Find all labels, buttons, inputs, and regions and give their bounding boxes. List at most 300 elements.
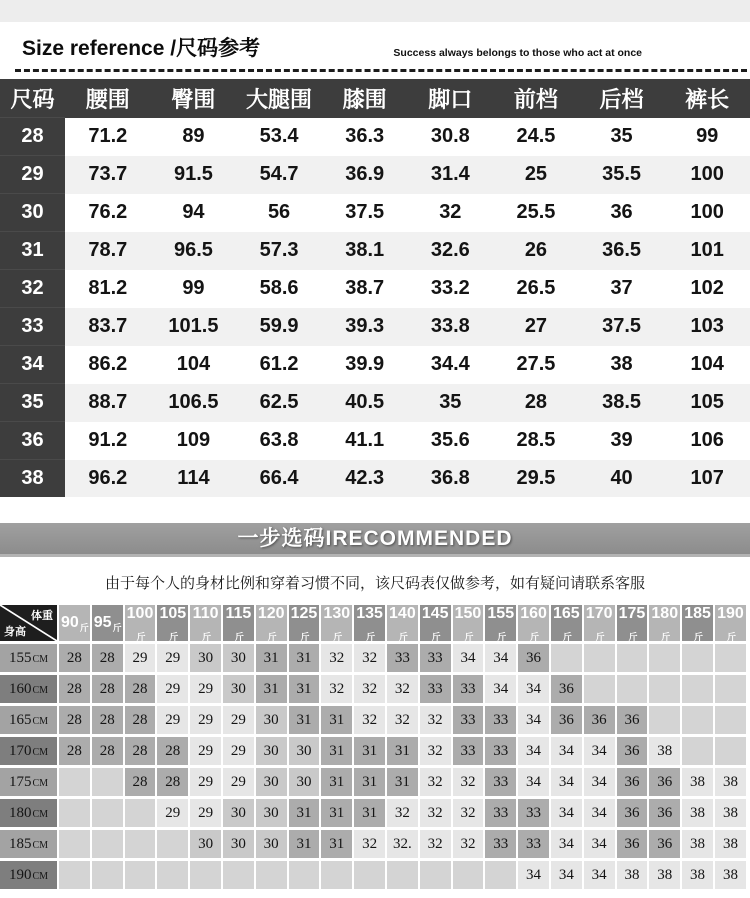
size-reference-table: [0, 79, 750, 497]
empty-cell: [59, 830, 90, 858]
measurement-cell: 25.5: [516, 201, 556, 223]
measurement-cell: 39.3: [345, 315, 385, 337]
height-unit: CM: [32, 777, 49, 789]
empty-cell: [289, 861, 320, 889]
empty-cell: [59, 768, 90, 796]
measurement-cell: 27: [524, 315, 548, 337]
weight-unit: 斤: [136, 632, 146, 641]
measurement-cell: 34.4: [430, 353, 470, 375]
recommended-size-cell: 31: [321, 706, 352, 734]
recommended-size-cell: 32: [387, 675, 418, 703]
recommended-size-cell: 33: [485, 768, 516, 796]
measurement-cell: 28.5: [516, 429, 556, 451]
measurement-cell: 104: [690, 353, 724, 375]
empty-cell: [157, 830, 188, 858]
recommended-size-cell: 30: [256, 830, 287, 858]
size-table-row: [0, 270, 750, 308]
recommended-size-cell: 31: [354, 799, 385, 827]
weight-value: 95: [93, 614, 112, 631]
empty-cell: [354, 861, 385, 889]
empty-cell: [715, 706, 746, 734]
page-title-cn: /尺码参考: [170, 37, 261, 60]
empty-cell: [453, 861, 484, 889]
size-table-row: [0, 422, 750, 460]
size-table-column-header: 臀围: [151, 79, 237, 118]
weight-column-header: [321, 605, 352, 641]
weight-column-header: [420, 605, 451, 641]
empty-cell: [92, 768, 123, 796]
recommended-size-cell: 36: [551, 675, 582, 703]
weight-unit: 斤: [79, 623, 89, 633]
weight-column-header: [354, 605, 385, 641]
weight-column-header: [485, 605, 516, 641]
weight-unit: 斤: [628, 632, 638, 641]
recommended-size-cell: 33: [485, 799, 516, 827]
measurement-cell: 91.2: [88, 429, 128, 451]
size-value-cell: 28: [0, 118, 65, 156]
measurement-cell: 114: [177, 466, 210, 489]
corner-height-label: 身高: [4, 626, 26, 638]
weight-value: 130: [323, 605, 351, 622]
recommended-size-cell: 33: [453, 737, 484, 765]
recommended-size-cell: 32: [354, 675, 385, 703]
weight-column-header: [551, 605, 582, 641]
height-row-label: [0, 799, 57, 827]
size-table-row: [0, 232, 750, 270]
recommended-size-cell: 32: [387, 706, 418, 734]
measurement-cell: 35: [439, 391, 462, 413]
measurement-cell: 41.1: [345, 429, 385, 451]
recommended-size-cell: 29: [157, 644, 188, 672]
size-value-cell: 33: [0, 308, 65, 346]
measurement-cell: 99: [182, 277, 205, 299]
recommended-size-cell: 32: [420, 737, 451, 765]
recommended-size-cell: 33: [453, 675, 484, 703]
weight-value: 105: [159, 605, 187, 622]
height-row-label: [0, 737, 57, 765]
recommended-size-cell: 31: [321, 737, 352, 765]
recommended-size-cell: 29: [223, 768, 254, 796]
measurement-cell: 61.2: [259, 353, 299, 375]
measurement-cell: 56: [267, 201, 291, 223]
recommendation-row: [0, 737, 746, 765]
measurement-cell: 37.5: [602, 315, 642, 337]
measurement-cell: 36.9: [345, 163, 385, 185]
weight-unit: 斤: [169, 632, 179, 641]
recommended-size-cell: 32: [453, 768, 484, 796]
recommended-size-cell: 38: [715, 830, 746, 858]
recommended-size-cell: 34: [551, 830, 582, 858]
recommended-size-cell: 33: [518, 799, 549, 827]
recommended-size-cell: 28: [125, 675, 156, 703]
recommended-size-cell: 33: [485, 706, 516, 734]
recommendation-row: [0, 799, 746, 827]
measurement-cell: 26.5: [516, 277, 556, 299]
weight-unit: 斤: [202, 632, 212, 641]
weight-value: 140: [389, 605, 416, 622]
recommended-size-cell: 33: [485, 830, 516, 858]
size-value-cell: 38: [0, 460, 65, 498]
height-unit: CM: [32, 684, 49, 696]
measurement-cell: 81.2: [88, 277, 128, 299]
size-table-column-header: 后档: [579, 79, 665, 118]
dashed-divider: [15, 69, 747, 72]
height-unit: CM: [32, 653, 49, 665]
size-table-row: [0, 384, 750, 422]
recommended-size-cell: 38: [715, 861, 746, 889]
weight-value: 165: [553, 605, 580, 622]
recommended-size-cell: 38: [617, 861, 648, 889]
empty-cell: [682, 675, 713, 703]
measurement-cell: 71.2: [88, 125, 128, 147]
measurement-cell: 86.2: [88, 353, 128, 375]
measurement-cell: 40.5: [345, 391, 385, 413]
recommended-size-cell: 31: [321, 799, 352, 827]
recommended-size-cell: 32.: [387, 830, 418, 858]
recommended-size-cell: 29: [157, 675, 188, 703]
measurement-cell: 107: [690, 466, 724, 489]
size-table-header: [0, 79, 750, 118]
recommended-size-cell: 29: [223, 737, 254, 765]
measurement-cell: 38.7: [345, 277, 385, 299]
recommended-size-cell: 31: [354, 768, 385, 796]
recommended-size-cell: 28: [92, 737, 123, 765]
recommended-size-cell: 34: [485, 675, 516, 703]
recommended-size-cell: 31: [354, 737, 385, 765]
size-table-column-header: 腰围: [65, 79, 151, 118]
recommended-size-cell: 33: [420, 644, 451, 672]
empty-cell: [59, 861, 90, 889]
height-row-label: [0, 830, 57, 858]
empty-cell: [125, 861, 156, 889]
recommended-size-cell: 29: [190, 768, 221, 796]
recommendation-row: [0, 830, 746, 858]
empty-cell: [649, 675, 680, 703]
measurement-cell: 96.2: [88, 466, 128, 489]
recommended-size-cell: 31: [289, 799, 320, 827]
disclaimer-note: 由于每个人的身材比例和穿着习惯不同，该尺码表仅做参考，如有疑问请联系客服: [104, 575, 645, 592]
size-value-cell: 36: [0, 422, 65, 460]
recommended-size-cell: 33: [453, 706, 484, 734]
measurement-cell: 28: [524, 391, 548, 413]
size-value-cell: 29: [0, 156, 65, 194]
size-table-column-header: 脚口: [408, 79, 494, 118]
empty-cell: [682, 644, 713, 672]
recommended-size-cell: 29: [190, 675, 221, 703]
measurement-cell: 35.6: [430, 429, 470, 451]
recommended-size-cell: 30: [256, 799, 287, 827]
empty-cell: [125, 830, 156, 858]
measurement-cell: 37.5: [345, 201, 385, 223]
size-table-row: [0, 156, 750, 194]
empty-cell: [682, 737, 713, 765]
recommended-size-cell: 34: [518, 861, 549, 889]
measurement-cell: 96.5: [173, 239, 213, 261]
empty-cell: [715, 644, 746, 672]
empty-cell: [617, 644, 648, 672]
weight-value: 135: [356, 605, 383, 622]
recommended-size-cell: 36: [617, 830, 648, 858]
recommended-size-cell: 32: [453, 830, 484, 858]
measurement-cell: 54.7: [259, 163, 299, 185]
recommended-size-cell: 30: [223, 799, 254, 827]
height-value: 155: [8, 649, 32, 666]
weight-unit: 斤: [398, 632, 408, 641]
recommended-size-cell: 32: [354, 830, 385, 858]
measurement-cell: 57.3: [259, 239, 299, 261]
recommended-size-cell: 30: [190, 644, 221, 672]
empty-cell: [125, 799, 156, 827]
recommended-size-cell: 31: [321, 830, 352, 858]
recommended-size-cell: 38: [649, 861, 680, 889]
weight-column-header: [92, 605, 123, 641]
weight-value: 110: [192, 605, 219, 622]
height-row-label: [0, 675, 57, 703]
measurement-cell: 62.5: [259, 391, 299, 413]
weight-unit: 斤: [530, 632, 540, 641]
weight-column-header: [453, 605, 484, 641]
measurement-cell: 29.5: [516, 466, 556, 489]
recommended-size-cell: 31: [256, 644, 287, 672]
weight-unit: 斤: [726, 632, 736, 641]
empty-cell: [584, 644, 615, 672]
weight-column-header: [223, 605, 254, 641]
size-table-column-header: 尺码: [0, 79, 65, 118]
measurement-cell: 42.3: [345, 466, 385, 489]
weight-unit: 斤: [661, 632, 671, 641]
recommended-size-cell: 36: [617, 799, 648, 827]
recommended-size-cell: 31: [289, 706, 320, 734]
recommended-size-cell: 30: [223, 675, 254, 703]
weight-value: 175: [618, 605, 646, 622]
measurement-cell: 26: [524, 239, 548, 261]
weight-value: 180: [651, 605, 679, 622]
recommended-size-cell: 29: [223, 706, 254, 734]
size-value-cell: 32: [0, 270, 65, 308]
measurement-cell: 32: [439, 201, 462, 223]
measurement-cell: 109: [176, 429, 211, 451]
recommended-size-cell: 32: [453, 799, 484, 827]
recommended-size-cell: 32: [420, 768, 451, 796]
weight-unit: 斤: [694, 632, 704, 641]
weight-unit: 斤: [300, 632, 310, 641]
measurement-cell: 94: [182, 201, 205, 223]
recommended-size-cell: 31: [289, 644, 320, 672]
height-unit: CM: [32, 839, 49, 851]
recommended-size-cell: 38: [682, 830, 713, 858]
size-value-cell: 30: [0, 194, 65, 232]
recommended-size-cell: 36: [649, 799, 680, 827]
weight-unit: 斤: [333, 632, 343, 641]
size-table-row: [0, 346, 750, 384]
measurement-cell: 38: [610, 353, 633, 375]
measurement-cell: 38.5: [602, 391, 642, 413]
recommended-size-cell: 38: [682, 861, 713, 889]
size-table-row: [0, 118, 750, 156]
recommended-size-cell: 30: [289, 768, 320, 796]
empty-cell: [649, 644, 680, 672]
empty-cell: [92, 830, 123, 858]
recommended-size-cell: 33: [518, 830, 549, 858]
recommended-size-cell: 34: [584, 830, 615, 858]
measurement-cell: 63.8: [259, 429, 299, 451]
recommended-size-cell: 34: [584, 799, 615, 827]
measurement-cell: 83.7: [88, 315, 128, 337]
recommended-size-cell: 30: [190, 830, 221, 858]
recommended-size-cell: 36: [649, 768, 680, 796]
measurement-cell: 36: [610, 201, 633, 223]
weight-unit: 斤: [431, 632, 441, 641]
empty-cell: [649, 706, 680, 734]
recommended-banner: 一步选码IRECOMMENDED: [0, 523, 750, 557]
recommended-size-cell: 36: [518, 644, 549, 672]
measurement-cell: 40: [610, 466, 633, 489]
empty-cell: [256, 861, 287, 889]
recommended-size-cell: 36: [584, 706, 615, 734]
weight-column-header: [387, 605, 418, 641]
recommended-size-cell: 33: [420, 675, 451, 703]
size-table-row: [0, 308, 750, 346]
recommended-size-cell: 34: [551, 861, 582, 889]
height-unit: CM: [32, 746, 49, 758]
recommended-size-cell: 38: [715, 799, 746, 827]
weight-unit: 斤: [595, 632, 605, 641]
weight-value: 145: [421, 605, 449, 622]
weight-column-header: [584, 605, 615, 641]
measurement-cell: 32.6: [430, 239, 470, 261]
measurement-cell: 27.5: [516, 353, 556, 375]
recommended-size-cell: 31: [387, 768, 418, 796]
recommended-size-cell: 34: [551, 737, 582, 765]
recommended-size-cell: 28: [59, 644, 90, 672]
measurement-cell: 89: [182, 125, 205, 147]
recommended-size-cell: 31: [321, 768, 352, 796]
recommended-size-cell: 38: [649, 737, 680, 765]
measurement-cell: 102: [690, 277, 724, 299]
empty-cell: [420, 861, 451, 889]
size-table-body: [0, 118, 750, 498]
top-gray-strip: [0, 0, 750, 22]
recommended-size-cell: 28: [92, 675, 123, 703]
recommended-size-cell: 28: [59, 706, 90, 734]
empty-cell: [59, 799, 90, 827]
recommended-size-cell: 30: [256, 737, 287, 765]
recommended-size-cell: 36: [617, 768, 648, 796]
slogan-text: Success always belongs to those who act at once: [393, 47, 642, 59]
weight-column-header: [289, 605, 320, 641]
measurement-cell: 100: [690, 201, 724, 223]
recommended-size-cell: 29: [125, 644, 156, 672]
recommendation-row: [0, 706, 746, 734]
measurement-cell: 35: [610, 125, 633, 147]
recommended-size-cell: 34: [584, 768, 615, 796]
recommended-size-cell: 36: [617, 706, 648, 734]
weight-unit: 斤: [464, 632, 474, 641]
recommended-size-cell: 32: [420, 799, 451, 827]
weight-unit: 斤: [562, 632, 572, 641]
weight-unit: 斤: [497, 632, 507, 641]
empty-cell: [321, 861, 352, 889]
measurement-cell: 30.8: [430, 125, 470, 147]
weight-value: 100: [126, 605, 154, 622]
height-value: 170: [8, 742, 32, 759]
empty-cell: [190, 861, 221, 889]
recommended-size-cell: 34: [518, 737, 549, 765]
recommended-size-cell: 32: [354, 706, 385, 734]
recommended-size-cell: 28: [59, 675, 90, 703]
recommended-size-cell: 28: [125, 706, 156, 734]
empty-cell: [617, 675, 648, 703]
measurement-cell: 24.5: [516, 125, 556, 147]
height-value: 175: [8, 773, 32, 790]
recommended-size-cell: 36: [551, 706, 582, 734]
measurement-cell: 100: [690, 163, 724, 185]
measurement-cell: 25: [524, 163, 548, 185]
measurement-cell: 33.8: [430, 315, 470, 337]
size-value-cell: 35: [0, 384, 65, 422]
size-table-column-header: 大腿围: [236, 79, 322, 118]
weight-value: 90: [60, 614, 79, 631]
weight-column-header: [715, 605, 746, 641]
recommended-size-cell: 34: [453, 644, 484, 672]
height-value: 165: [8, 711, 32, 728]
height-unit: CM: [32, 715, 49, 727]
size-recommendation-table: [0, 602, 748, 892]
measurement-cell: 36.3: [345, 125, 385, 147]
size-table-row: [0, 460, 750, 498]
recommendation-row: [0, 644, 746, 672]
recommended-size-cell: 29: [190, 706, 221, 734]
measurement-cell: 39: [610, 429, 633, 451]
empty-cell: [387, 861, 418, 889]
recommended-size-cell: 28: [157, 737, 188, 765]
empty-cell: [584, 675, 615, 703]
recommended-size-cell: 34: [551, 768, 582, 796]
height-value: 185: [8, 835, 32, 852]
height-row-label: [0, 706, 57, 734]
weight-unit: 斤: [267, 632, 277, 641]
measurement-cell: 73.7: [88, 163, 128, 185]
weight-column-header: [649, 605, 680, 641]
recommended-size-cell: 28: [59, 737, 90, 765]
weight-column-header: [157, 605, 188, 641]
weight-column-header: [59, 605, 90, 641]
measurement-cell: 33.2: [430, 277, 470, 299]
weight-column-header: [125, 605, 156, 641]
height-unit: CM: [32, 870, 49, 882]
recommended-size-cell: 38: [715, 768, 746, 796]
recommended-size-cell: 29: [157, 799, 188, 827]
weight-value: 115: [225, 605, 252, 622]
height-value: 180: [8, 804, 32, 821]
empty-cell: [157, 861, 188, 889]
recommended-size-cell: 31: [289, 675, 320, 703]
recommended-size-cell: 32: [420, 706, 451, 734]
recommended-size-cell: 30: [289, 737, 320, 765]
empty-cell: [92, 861, 123, 889]
measurement-cell: 35.5: [602, 163, 642, 185]
corner-weight-height-cell: [0, 605, 57, 641]
empty-cell: [682, 706, 713, 734]
recommendation-row: [0, 861, 746, 889]
recommendation-row: [0, 675, 746, 703]
recommended-size-cell: 29: [190, 799, 221, 827]
recommended-size-cell: 31: [256, 675, 287, 703]
size-table-column-header: 膝围: [322, 79, 408, 118]
weight-value: 125: [290, 605, 318, 622]
recommended-size-cell: 31: [289, 830, 320, 858]
recommended-size-cell: 36: [649, 830, 680, 858]
